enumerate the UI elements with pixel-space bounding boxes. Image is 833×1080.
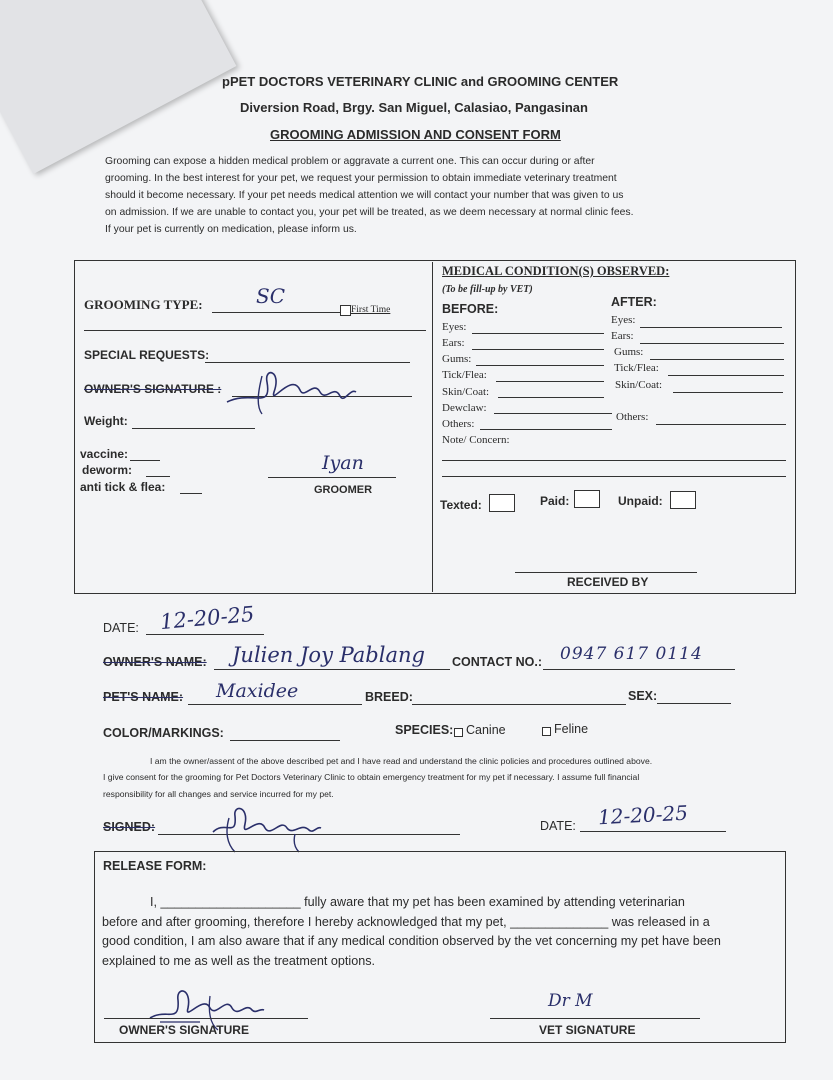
note-concern-label: Note/ Concern: bbox=[442, 434, 510, 446]
before-tickflea-label: Tick/Flea: bbox=[442, 369, 487, 381]
release-form-title: RELEASE FORM: bbox=[103, 859, 207, 873]
form-title: GROOMING ADMISSION AND CONSENT FORM bbox=[270, 127, 561, 142]
after-skincoat-label: Skin/Coat: bbox=[615, 379, 663, 391]
after-eyes-label: Eyes: bbox=[611, 314, 636, 326]
folded-page-corner bbox=[0, 0, 236, 174]
consent-date-label: DATE: bbox=[540, 819, 576, 833]
vet-signature-line bbox=[490, 1018, 700, 1019]
before-ears-label: Ears: bbox=[442, 337, 465, 349]
consent-line: I give consent for the grooming for Pet Doctors Veterinary Clinic to obtain emergency treatment for my pet if necessary. I assume full financial bbox=[103, 772, 640, 782]
grooming-type-value[interactable]: SC bbox=[256, 284, 286, 308]
after-skincoat-line[interactable] bbox=[673, 392, 783, 393]
vet-signature-value: Dr M bbox=[548, 991, 593, 1011]
grooming-extra-line bbox=[84, 330, 426, 331]
vet-fill-note: (To be fill-up by VET) bbox=[442, 284, 533, 295]
paid-checkbox[interactable] bbox=[574, 490, 600, 508]
date-line bbox=[146, 634, 264, 635]
anti-tick-label: anti tick & flea: bbox=[80, 480, 166, 494]
date-value[interactable]: 12-20-25 bbox=[159, 601, 256, 635]
medical-condition-title: MEDICAL CONDITION(S) OBSERVED: bbox=[442, 264, 670, 278]
species-label: SPECIES: bbox=[395, 723, 454, 737]
pet-name-line bbox=[188, 704, 362, 705]
anti-tick-line[interactable] bbox=[180, 493, 202, 494]
release-line: before and after grooming, therefore I hereby acknowledged that my pet, ______________ was released in a bbox=[102, 914, 710, 929]
first-time-label: First Time bbox=[351, 305, 391, 315]
release-line: I, ____________________ fully aware that my pet has been examined by attending veterinarian bbox=[150, 895, 685, 909]
paid-label: Paid: bbox=[540, 494, 570, 508]
sex-label: SEX: bbox=[628, 689, 658, 703]
texted-label: Texted: bbox=[440, 498, 482, 512]
signed-label: SIGNED: bbox=[103, 820, 156, 834]
before-eyes-label: Eyes: bbox=[442, 321, 467, 333]
consent-date-value[interactable]: 12-20-25 bbox=[597, 800, 689, 830]
before-eyes-line[interactable] bbox=[472, 333, 604, 334]
owner-signature-scribble bbox=[222, 362, 362, 422]
owners-signature-label: OWNER'S SIGNATURE : bbox=[84, 382, 222, 396]
pet-name-value[interactable]: Maxidee bbox=[216, 680, 299, 702]
before-others-line[interactable] bbox=[480, 429, 612, 430]
contact-label: CONTACT NO.: bbox=[452, 655, 543, 669]
color-markings-label: COLOR/MARKINGS: bbox=[103, 726, 224, 740]
note-line-2[interactable] bbox=[442, 476, 786, 477]
before-gums-line[interactable] bbox=[476, 365, 604, 366]
intro-line: on admission. If we are unable to contact you, your pet will be treated, as we deem necessary at normal clinic fees. bbox=[105, 207, 634, 218]
owner-name-label: OWNER'S NAME: bbox=[103, 655, 207, 669]
before-label: BEFORE: bbox=[442, 302, 499, 316]
release-paragraph bbox=[102, 893, 782, 971]
texted-checkbox[interactable] bbox=[489, 494, 515, 512]
feline-checkbox[interactable] bbox=[542, 727, 551, 736]
special-requests-label: SPECIAL REQUESTS: bbox=[84, 348, 210, 362]
vet-signature-label: VET SIGNATURE bbox=[539, 1023, 636, 1037]
consent-date-line bbox=[580, 831, 726, 832]
note-line-1[interactable] bbox=[442, 460, 786, 461]
weight-line[interactable] bbox=[132, 428, 255, 429]
after-ears-label: Ears: bbox=[611, 330, 634, 342]
received-by-line[interactable] bbox=[515, 572, 697, 573]
before-tickflea-line[interactable] bbox=[496, 381, 604, 382]
canine-checkbox[interactable] bbox=[454, 728, 463, 737]
owner-name-line bbox=[214, 669, 450, 670]
grooming-type-label: GROOMING TYPE: bbox=[84, 297, 203, 312]
consent-line: I am the owner/assent of the above described pet and I have read and understand the clinic policies and procedures outlined above. bbox=[150, 756, 653, 766]
after-others-line[interactable] bbox=[656, 424, 786, 425]
intro-line: Grooming can expose a hidden medical problem or aggravate a current one. This can occur during or after bbox=[105, 156, 595, 167]
before-ears-line[interactable] bbox=[472, 349, 604, 350]
unpaid-label: Unpaid: bbox=[618, 494, 663, 508]
signed-signature-scribble bbox=[205, 798, 325, 856]
deworm-label: deworm: bbox=[82, 463, 133, 477]
groomer-line bbox=[268, 477, 396, 478]
after-gums-line[interactable] bbox=[650, 359, 784, 360]
breed-label: BREED: bbox=[365, 690, 413, 704]
vaccine-label: vaccine: bbox=[80, 447, 129, 461]
after-tickflea-line[interactable] bbox=[668, 375, 784, 376]
release-line: good condition, I am also aware that if any medical condition observed by the vet concerning my pet have been bbox=[102, 934, 721, 948]
weight-label: Weight: bbox=[84, 414, 128, 428]
before-dewclaw-line[interactable] bbox=[494, 413, 612, 414]
intro-paragraph bbox=[105, 153, 745, 238]
received-by-label: RECEIVED BY bbox=[567, 575, 649, 589]
date-label: DATE: bbox=[103, 621, 139, 635]
after-eyes-line[interactable] bbox=[640, 327, 782, 328]
before-others-label: Others: bbox=[442, 418, 475, 430]
clinic-address: Diversion Road, Brgy. San Miguel, Calasiao, Pangasinan bbox=[240, 100, 588, 115]
after-others-label: Others: bbox=[616, 411, 649, 423]
unpaid-checkbox[interactable] bbox=[670, 491, 696, 509]
table-divider bbox=[432, 262, 433, 592]
groomer-label: GROOMER bbox=[314, 484, 373, 496]
sex-line[interactable] bbox=[657, 703, 731, 704]
contact-line bbox=[543, 669, 735, 670]
contact-value[interactable]: 0947 617 0114 bbox=[560, 644, 703, 664]
before-skincoat-line[interactable] bbox=[498, 397, 604, 398]
release-owner-signature-line bbox=[104, 1018, 308, 1019]
before-gums-label: Gums: bbox=[442, 353, 472, 365]
vaccine-line[interactable] bbox=[130, 460, 160, 461]
after-gums-label: Gums: bbox=[614, 346, 644, 358]
intro-line: grooming. In the best interest for your pet, we request your permission to obtain immediate veterinary treatment bbox=[105, 173, 617, 184]
clinic-name: pPET DOCTORS VETERINARY CLINIC and GROOMING CENTER bbox=[222, 74, 619, 89]
release-line: explained to me as well as the treatment options. bbox=[102, 953, 376, 968]
first-time-checkbox[interactable] bbox=[340, 305, 351, 316]
canine-label: Canine bbox=[466, 723, 506, 737]
breed-line[interactable] bbox=[412, 704, 626, 705]
before-skincoat-label: Skin/Coat: bbox=[442, 386, 490, 398]
intro-line: If your pet is currently on medication, please inform us. bbox=[105, 224, 357, 235]
feline-label: Feline bbox=[554, 722, 589, 736]
consent-line: responsibility for all changes and service incurred for my pet. bbox=[103, 789, 334, 799]
release-owner-signature-label: OWNER'S SIGNATURE bbox=[119, 1023, 249, 1037]
pet-name-label: PET'S NAME: bbox=[103, 690, 184, 704]
intro-line: should it become necessary. If your pet needs medical attention we will contact your number that was given to us bbox=[105, 190, 624, 201]
before-dewclaw-label: Dewclaw: bbox=[442, 402, 487, 414]
after-tickflea-label: Tick/Flea: bbox=[614, 362, 659, 374]
owner-name-value[interactable]: Julien Joy Pablang bbox=[232, 643, 425, 667]
color-markings-line[interactable] bbox=[230, 740, 340, 741]
deworm-line[interactable] bbox=[146, 476, 170, 477]
after-label: AFTER: bbox=[611, 295, 657, 309]
after-ears-line[interactable] bbox=[640, 343, 784, 344]
groomer-name: Iyan bbox=[322, 452, 364, 474]
grooming-type-line bbox=[212, 312, 340, 313]
